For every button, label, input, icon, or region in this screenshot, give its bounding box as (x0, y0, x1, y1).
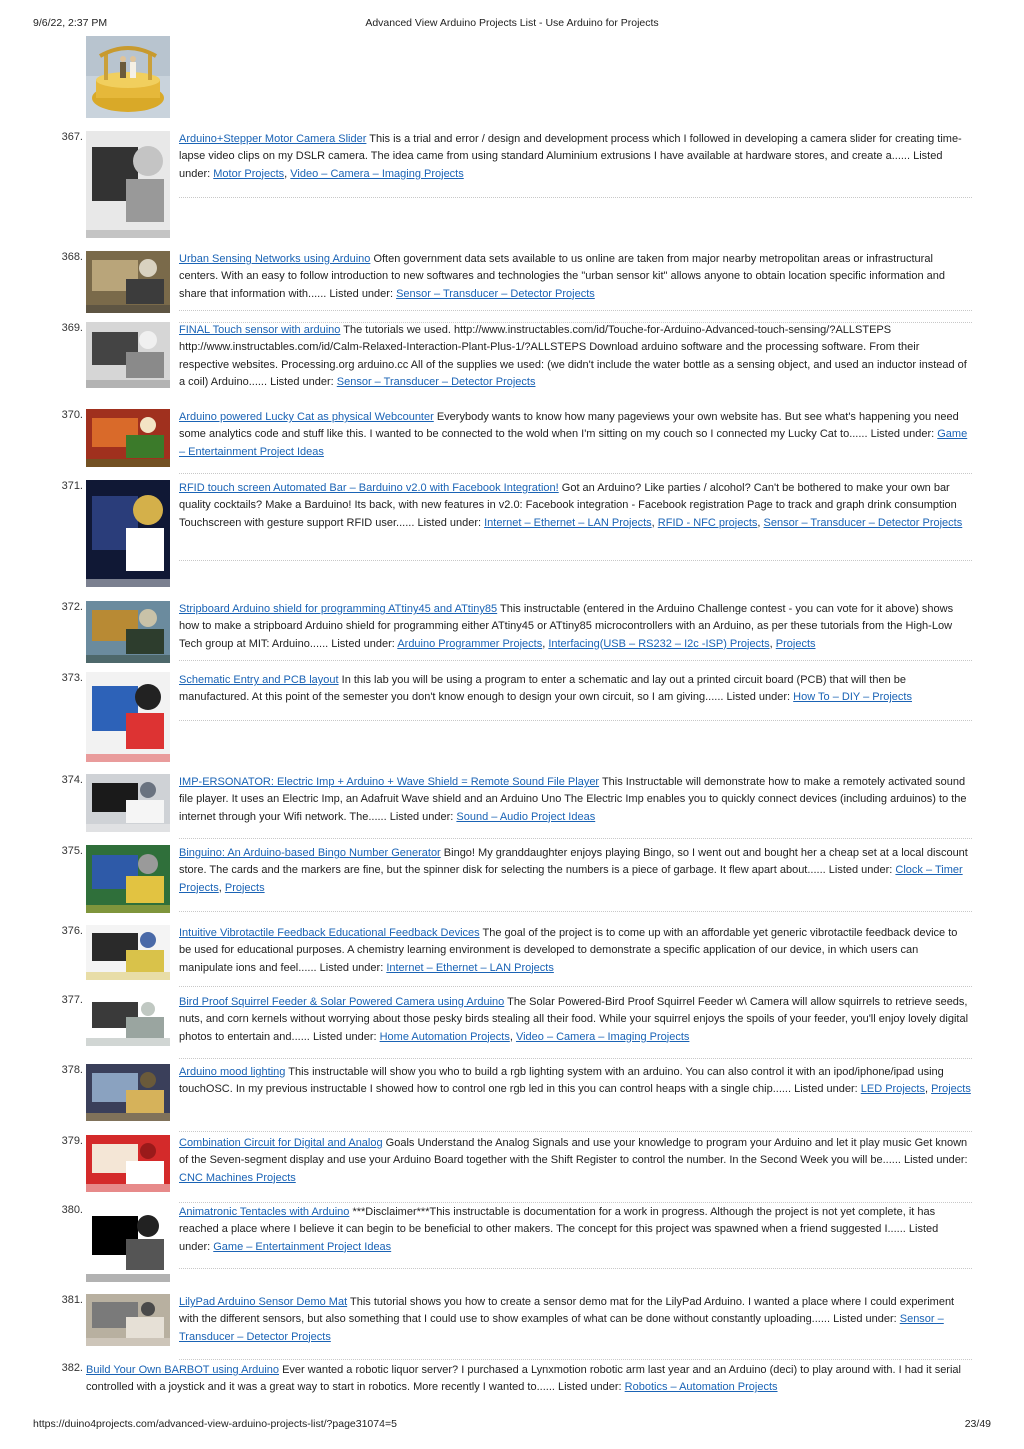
project-title-link[interactable]: LilyPad Arduino Sensor Demo Mat (179, 1296, 348, 1308)
category-link-home-automation-projects[interactable]: Home Automation Projects (379, 1030, 510, 1043)
category-separator: , (284, 167, 291, 180)
category-link-interfacing-usb-rs232-i2c-isp-projects[interactable]: Interfacing(USB – RS232 – I2c -ISP) Projects (548, 637, 770, 650)
project-description: Ever wanted a robotic liquor server? I purchased a Lynxmotion robotic arm last year and an Arduino (deci) to play around with. I had it serial controlled with a joystick and it was a great way to start in robotics. More recently I wanted to...... (86, 1364, 961, 1394)
item-divider (179, 1359, 972, 1360)
listed-under-label: Listed under: (389, 810, 457, 823)
category-link-video-camera-imaging-projects[interactable]: Video – Camera – Imaging Projects (290, 167, 464, 180)
listed-under-label: Listed under: (331, 637, 398, 650)
category-link-sensor-transducer-detector-projects[interactable]: Sensor – Transducer – Detector Projects (179, 1313, 944, 1343)
project-description: This instructable will show you who to build a rgb lighting system with an arduino. You can also control it with an ipod/iphone/ipad using touchOSC. In my previous instructable I showed how to control one rgb led in this you can control heaps with a single chip...... (179, 1066, 944, 1096)
listed-under-label: Listed under: (833, 1313, 900, 1326)
category-link-led-projects[interactable]: LED Projects (860, 1083, 925, 1096)
category-link-clock-timer-projects[interactable]: Clock – Timer Projects (179, 864, 963, 894)
project-title-link[interactable]: Arduino powered Lucky Cat as physical Webcounter (179, 411, 434, 423)
category-link-how-to-diy-projects[interactable]: How To – DIY – Projects (793, 691, 912, 704)
listed-under-label: Listed under: (319, 961, 387, 974)
item-number: 367. (61, 131, 83, 143)
project-summary (179, 925, 972, 977)
project-description: ***Disclaimer***This instructable is documentation for a work in progress. Although the project is not yet complete, it has reached a place where I believe it can begin to be beneficial to other makers. The concept for this project was spawned when a friend suggested I...... (179, 1206, 936, 1236)
project-description: This instructable (entered in the Arduino Challenge contest - you can vote for it above) shows how to make a stripboard Arduino shield for programming either ATtiny45 or ATtiny85 microcontrollers with an Arduino, as per these tutorials from the High-Low Tech group at MIT: Arduino...... (179, 603, 954, 650)
project-description: The Solar Powered-Bird Proof Squirrel Feeder w\ Camera will allow squirrels to retrieve seeds, nuts, and corn kernels without worrying about those pesky birds stealing all their food. While your squirrel enjoys the spoils of your feeder, you'll enjoy lovely digital photos to entertain and...... (179, 996, 969, 1043)
item-number: 379. (61, 1135, 83, 1147)
item-number: 375. (61, 845, 83, 857)
project-thumbnail[interactable] (86, 131, 170, 238)
item-number: 373. (61, 672, 83, 684)
item-divider (179, 660, 972, 661)
listed-under-label: Listed under: (179, 1223, 939, 1253)
project-thumbnail[interactable] (86, 1064, 170, 1121)
cake-figurine-image (86, 36, 170, 118)
item-number: 374. (61, 774, 83, 786)
project-description: Everybody wants to know how many pageviews your own website has. But see what's happening you need some analytics code and stuff like this. I wanted to be connected to the wold when I'm sitting on my couch so I connected my Lucky Cat to...... (179, 411, 959, 441)
page-url: https://duino4projects.com/advanced-view-arduino-projects-list/?page31074=5 (33, 1418, 397, 1430)
category-link-projects[interactable]: Projects (931, 1083, 971, 1096)
item-number: 371. (61, 480, 83, 492)
project-thumbnail[interactable] (86, 322, 170, 388)
project-title-link[interactable]: Build Your Own BARBOT using Arduino (86, 1364, 280, 1376)
listed-under-label: Listed under: (417, 516, 485, 529)
item-divider (179, 1268, 972, 1269)
project-title-link[interactable]: RFID touch screen Automated Bar – Barduino v2.0 with Facebook Integration! (179, 482, 559, 494)
item-number: 370. (61, 409, 83, 421)
project-title-link[interactable]: Schematic Entry and PCB layout (179, 674, 339, 686)
category-link-game-entertainment-project-ideas[interactable]: Game – Entertainment Project Ideas (213, 1240, 392, 1253)
listed-under-label: Listed under: (726, 691, 794, 704)
item-divider (179, 322, 972, 323)
project-summary (179, 1204, 972, 1256)
project-description: This Instructable will demonstrate how to make a remotely activated sound file player. It uses an Electric Imp, an Adafruit Wave shield and an Arduino Uno The Electric Imp enables you to quickly connect devices (including arduinos) to the internet through your Wifi network. The...... (179, 776, 967, 823)
category-link-sensor-transducer-detector-projects[interactable]: Sensor – Transducer – Detector Projects (396, 287, 595, 300)
project-summary (179, 672, 972, 707)
project-description: Often government data sets available to us online are taken from major nearby metropolitan areas or infrastructural centers. With an easy to follow introduction to new softwares and technologies the "urban sensor kit" allows anyone to obtain location specific information and share that information with...... (179, 253, 946, 300)
listed-under-label: Listed under: (870, 428, 938, 441)
project-thumbnail[interactable] (86, 774, 170, 832)
project-title-link[interactable]: Bird Proof Squirrel Feeder & Solar Powered Camera using Arduino (179, 996, 505, 1008)
project-title-link[interactable]: Intuitive Vibrotactile Feedback Educational Feedback Devices (179, 927, 480, 939)
project-summary (179, 845, 972, 897)
project-thumbnail[interactable] (86, 925, 170, 980)
project-thumbnail[interactable] (86, 672, 170, 762)
category-link-sensor-transducer-detector-projects[interactable]: Sensor – Transducer – Detector Projects (336, 375, 536, 388)
category-separator: , (509, 1030, 516, 1043)
listed-under-label: Listed under: (270, 375, 337, 388)
project-thumbnail[interactable] (86, 1135, 170, 1192)
project-description: The goal of the project is to come up with an affordable yet generic vibrotactile feedback device to be used for educational purposes. A chemistry learning environment is developed to demonstrate a specific application of our device, in which users can manipulate ions and feel...... (179, 927, 958, 974)
category-link-projects[interactable]: Projects (224, 881, 265, 894)
item-divider (179, 1058, 972, 1059)
category-link-robotics-automation-projects[interactable]: Robotics – Automation Projects (624, 1381, 778, 1394)
project-summary (179, 994, 972, 1046)
category-link-sound-audio-project-ideas[interactable]: Sound – Audio Project Ideas (456, 810, 596, 823)
category-separator: , (218, 881, 225, 894)
page-number: 23/49 (964, 1418, 991, 1430)
item-number: 376. (61, 925, 83, 937)
listed-under-label: Listed under: (904, 1154, 968, 1167)
category-link-internet-ethernet-lan-projects[interactable]: Internet – Ethernet – LAN Projects (386, 961, 554, 974)
item-number: 378. (61, 1064, 83, 1076)
project-thumbnail[interactable] (86, 601, 170, 663)
listed-under-label: Listed under: (558, 1381, 625, 1394)
project-title-link[interactable]: Animatronic Tentacles with Arduino (179, 1206, 350, 1218)
project-thumbnail[interactable] (86, 1204, 170, 1282)
project-summary (179, 1294, 972, 1346)
project-description: Goals Understand the Analog Signals and use your knowledge to program your Arduino and let it play music Get known of the Seven-segment display and use your Arduino Board together with the Shift Register to control the number. In the Second Week you will be...... (179, 1137, 968, 1167)
project-thumbnail[interactable] (86, 409, 170, 467)
project-title-link[interactable]: Combination Circuit for Digital and Analog (179, 1137, 383, 1149)
category-separator: , (769, 637, 776, 650)
project-thumbnail[interactable] (86, 251, 170, 313)
item-number: 368. (61, 251, 83, 263)
listed-under-label: Listed under: (329, 287, 397, 300)
category-separator: , (757, 516, 764, 529)
listed-under-label: Listed under: (179, 150, 943, 180)
project-description: Bingo! My granddaughter enjoys playing Bingo, so I went out and bought her a cheap set at a local discount store. The cards and the markers are fine, but the spinner disk for selecting the numbers is a piece of garbage. It flew apart about...... (179, 847, 968, 877)
item-divider (179, 838, 972, 839)
project-thumbnail[interactable] (86, 994, 170, 1046)
category-link-projects[interactable]: Projects (775, 637, 816, 650)
project-summary (179, 322, 972, 391)
item-number: 369. (61, 322, 83, 334)
listed-under-label: Listed under: (828, 864, 896, 877)
category-link-internet-ethernet-lan-projects[interactable]: Internet – Ethernet – LAN Projects (484, 516, 652, 529)
project-description: The tutorials we used. http://www.instructables.com/id/Touche-for-Arduino-Advanced-touch-sensing/?ALLSTEPS http://www.instructables.com/id/Calm-Relaxed-Interaction-Plant-Plus-1/?ALLSTEPS Download arduino software and the processing software. From their respective websites. Processing.org arduino.cc All of the supplies we used: (we didn't include the water bottle as a sensing object, and used an inductor instead of a coil) Arduino...... (179, 324, 967, 388)
project-summary (179, 1064, 972, 1099)
listed-under-label: Listed under: (312, 1030, 380, 1043)
item-divider (179, 310, 972, 311)
project-thumbnail[interactable] (86, 845, 170, 913)
category-link-motor-projects[interactable]: Motor Projects (213, 167, 285, 180)
project-summary (179, 409, 972, 461)
project-title-link[interactable]: IMP-ERSONATOR: Electric Imp + Arduino + Wave Shield = Remote Sound File Player (179, 776, 600, 788)
project-title-link[interactable]: Urban Sensing Networks using Arduino (179, 253, 371, 265)
item-number: 372. (61, 601, 83, 613)
item-divider (179, 1131, 972, 1132)
project-title-link[interactable]: Arduino+Stepper Motor Camera Slider (179, 133, 367, 145)
project-title-link[interactable]: Binguino: An Arduino-based Bingo Number Generator (179, 847, 441, 859)
item-divider (179, 560, 972, 561)
project-description: Got an Arduino? Like parties / alcohol? Can't be bothered to make your own bar quality cocktails? Make a Barduino! Its back, with new features in v2.0: Facebook integration - Facebook registration Page to track and graph drink consumption Touchscreen with gesture support RFID user...... (179, 482, 957, 529)
category-separator: , (924, 1083, 932, 1096)
project-title-link[interactable]: Stripboard Arduino shield for programming ATtiny45 and ATtiny85 (179, 603, 498, 615)
project-summary (179, 1135, 972, 1187)
item-divider (179, 720, 972, 721)
previous-item-thumbnail (86, 36, 170, 118)
project-description: In this lab you will be using a program to enter a schematic and lay out a printed circuit board (PCB) that will then be manufactured. At this point of the semester you don't know enough to design your own circuit, so I am giving...... (179, 674, 906, 704)
category-link-rfid-nfc-projects[interactable]: RFID - NFC projects (657, 516, 758, 529)
listed-under-label: Listed under: (794, 1083, 861, 1096)
project-description: This is a trial and error / design and development process which I followed in developing a camera slider for creating time-lapse video clips on my DSLR camera. The idea came from using standard Aluminium extrusions I have available at hardware stores, and create a...... (179, 133, 962, 163)
item-divider (179, 986, 972, 987)
category-link-sensor-transducer-detector-projects[interactable]: Sensor – Transducer – Detector Projects (763, 516, 963, 529)
category-link-video-camera-imaging-projects[interactable]: Video – Camera – Imaging Projects (515, 1030, 690, 1043)
item-number: 377. (61, 994, 83, 1006)
category-link-cnc-machines-projects[interactable]: CNC Machines Projects (179, 1171, 296, 1184)
category-separator: , (651, 516, 658, 529)
page-title: Advanced View Arduino Projects List - Use Arduino for Projects (365, 17, 659, 29)
project-summary (179, 480, 972, 532)
category-link-arduino-programmer-projects[interactable]: Arduino Programmer Projects (397, 637, 543, 650)
project-title-link[interactable]: Arduino mood lighting (179, 1066, 286, 1078)
project-thumbnail[interactable] (86, 480, 170, 587)
item-divider (179, 473, 972, 474)
project-summary (179, 774, 972, 826)
project-title-link[interactable]: FINAL Touch sensor with arduino (179, 324, 341, 336)
category-link-game-entertainment-project-ideas[interactable]: Game – Entertainment Project Ideas (179, 428, 968, 458)
item-number: 380. (61, 1204, 83, 1216)
project-summary (179, 251, 972, 303)
project-summary (86, 1362, 972, 1397)
item-number: 382. (61, 1362, 83, 1374)
project-description: This tutorial shows you how to create a sensor demo mat for the LilyPad Arduino. I wanted a place where I could experiment with the different sensors, but also something that I could use to show examples of what can be done without constantly uploading...... (179, 1296, 955, 1326)
project-summary (179, 131, 972, 183)
project-summary (179, 601, 972, 653)
category-separator: , (542, 637, 549, 650)
item-divider (179, 911, 972, 912)
project-thumbnail[interactable] (86, 1294, 170, 1346)
item-divider (179, 1202, 972, 1203)
print-datetime: 9/6/22, 2:37 PM (33, 17, 108, 29)
item-number: 381. (61, 1294, 83, 1306)
item-divider (179, 197, 972, 198)
